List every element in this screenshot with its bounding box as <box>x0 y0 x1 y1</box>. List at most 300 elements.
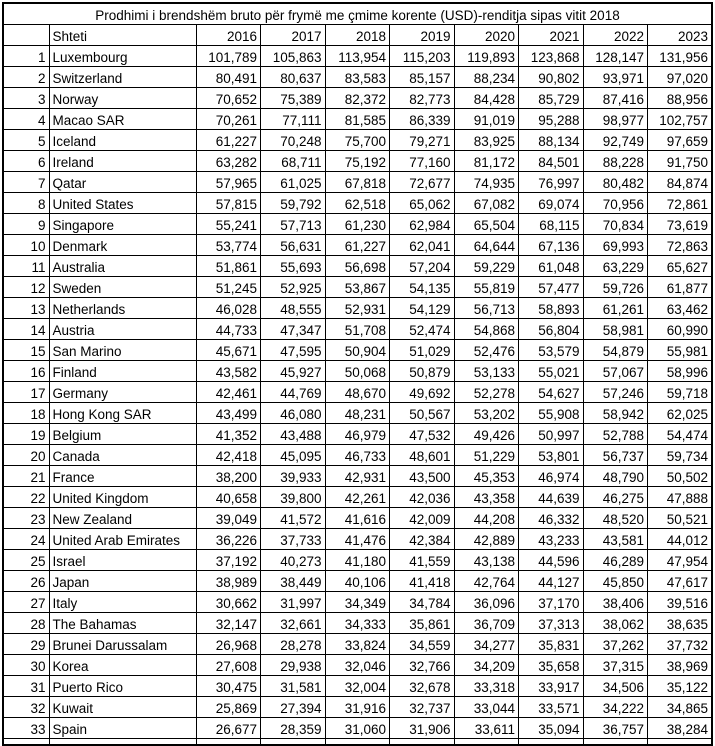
rank-cell: 3 <box>3 88 49 109</box>
value-cell: 34,333 <box>325 613 390 634</box>
year-column-header-2017: 2017 <box>261 25 326 46</box>
value-cell: 87,416 <box>583 88 648 109</box>
table-row <box>3 571 712 592</box>
value-cell: 42,009 <box>390 508 455 529</box>
country-cell: Switzerland <box>49 67 196 88</box>
value-cell: 47,595 <box>261 340 326 361</box>
value-cell: 45,927 <box>261 361 326 382</box>
value-cell: 97,020 <box>648 67 713 88</box>
value-cell: 51,861 <box>196 256 261 277</box>
table-row <box>3 466 712 487</box>
value-cell: 38,989 <box>196 571 261 592</box>
value-cell: 57,067 <box>583 361 648 382</box>
value-cell: 65,062 <box>390 193 455 214</box>
value-cell: 53,579 <box>519 340 584 361</box>
value-cell: 37,315 <box>583 655 648 676</box>
value-cell: 46,974 <box>519 466 584 487</box>
value-cell: 34,349 <box>325 592 390 613</box>
value-cell: 75,389 <box>261 88 326 109</box>
value-cell: 32,046 <box>325 655 390 676</box>
value-cell: 41,418 <box>390 571 455 592</box>
table-row <box>3 676 712 697</box>
value-cell: 41,616 <box>325 508 390 529</box>
value-cell: 45,095 <box>261 445 326 466</box>
table-row <box>3 109 712 130</box>
country-column-header: Shteti <box>49 25 196 46</box>
country-cell: United Kingdom <box>49 487 196 508</box>
value-cell: 72,861 <box>648 193 713 214</box>
value-cell: 41,352 <box>196 424 261 445</box>
value-cell: 34,784 <box>390 592 455 613</box>
value-cell: 62,518 <box>325 193 390 214</box>
value-cell: 70,652 <box>196 88 261 109</box>
value-cell: 48,231 <box>325 403 390 424</box>
value-cell: 31,581 <box>261 676 326 697</box>
value-cell: 34,277 <box>454 634 519 655</box>
country-cell: Kuwait <box>49 697 196 718</box>
value-cell: 36,096 <box>454 592 519 613</box>
value-cell: 97,659 <box>648 130 713 151</box>
value-cell: 52,278 <box>454 382 519 403</box>
value-cell: 38,406 <box>583 592 648 613</box>
rank-cell: 13 <box>3 298 49 319</box>
value-cell: 47,532 <box>390 424 455 445</box>
value-cell: 42,889 <box>454 529 519 550</box>
value-cell: 38,200 <box>196 466 261 487</box>
value-cell: 36,709 <box>454 613 519 634</box>
value-cell: 38,062 <box>583 613 648 634</box>
value-cell: 46,275 <box>583 487 648 508</box>
table-row <box>3 445 712 466</box>
value-cell: 48,601 <box>390 445 455 466</box>
value-cell: 60,990 <box>648 319 713 340</box>
value-cell: 75,192 <box>325 151 390 172</box>
country-cell: Singapore <box>49 214 196 235</box>
empty-cell <box>583 739 648 746</box>
year-column-header-2021: 2021 <box>519 25 584 46</box>
value-cell: 33,571 <box>519 697 584 718</box>
value-cell: 44,127 <box>519 571 584 592</box>
value-cell: 39,049 <box>196 508 261 529</box>
empty-cell <box>390 739 455 746</box>
value-cell: 53,202 <box>454 403 519 424</box>
value-cell: 55,241 <box>196 214 261 235</box>
value-cell: 57,204 <box>390 256 455 277</box>
value-cell: 54,474 <box>648 424 713 445</box>
table-row <box>3 697 712 718</box>
value-cell: 42,036 <box>390 487 455 508</box>
value-cell: 61,261 <box>583 298 648 319</box>
rank-cell: 14 <box>3 319 49 340</box>
rank-cell: 31 <box>3 676 49 697</box>
table-row <box>3 256 712 277</box>
rank-cell: 5 <box>3 130 49 151</box>
table-row <box>3 298 712 319</box>
table-row <box>3 529 712 550</box>
country-cell: Luxembourg <box>49 46 196 67</box>
year-column-header-2022: 2022 <box>583 25 648 46</box>
value-cell: 53,774 <box>196 235 261 256</box>
value-cell: 79,271 <box>390 130 455 151</box>
value-cell: 43,499 <box>196 403 261 424</box>
value-cell: 43,581 <box>583 529 648 550</box>
rank-cell: 28 <box>3 613 49 634</box>
value-cell: 92,749 <box>583 130 648 151</box>
value-cell: 52,925 <box>261 277 326 298</box>
value-cell: 47,888 <box>648 487 713 508</box>
value-cell: 42,764 <box>454 571 519 592</box>
value-cell: 91,019 <box>454 109 519 130</box>
country-cell: Brunei Darussalam <box>49 634 196 655</box>
value-cell: 50,502 <box>648 466 713 487</box>
value-cell: 55,693 <box>261 256 326 277</box>
value-cell: 90,802 <box>519 67 584 88</box>
country-cell: Belgium <box>49 424 196 445</box>
value-cell: 95,288 <box>519 109 584 130</box>
value-cell: 32,004 <box>325 676 390 697</box>
rank-cell: 9 <box>3 214 49 235</box>
value-cell: 101,789 <box>196 46 261 67</box>
value-cell: 35,658 <box>519 655 584 676</box>
value-cell: 31,916 <box>325 697 390 718</box>
value-cell: 38,635 <box>648 613 713 634</box>
year-column-header-2018: 2018 <box>325 25 390 46</box>
value-cell: 84,428 <box>454 88 519 109</box>
value-cell: 57,713 <box>261 214 326 235</box>
value-cell: 98,977 <box>583 109 648 130</box>
value-cell: 56,713 <box>454 298 519 319</box>
empty-cell <box>325 739 390 746</box>
value-cell: 43,138 <box>454 550 519 571</box>
value-cell: 31,060 <box>325 718 390 739</box>
value-cell: 85,729 <box>519 88 584 109</box>
value-cell: 47,954 <box>648 550 713 571</box>
value-cell: 88,956 <box>648 88 713 109</box>
value-cell: 84,501 <box>519 151 584 172</box>
value-cell: 77,111 <box>261 109 326 130</box>
country-cell: Netherlands <box>49 298 196 319</box>
value-cell: 81,172 <box>454 151 519 172</box>
value-cell: 115,203 <box>390 46 455 67</box>
value-cell: 82,372 <box>325 88 390 109</box>
value-cell: 37,733 <box>261 529 326 550</box>
value-cell: 33,044 <box>454 697 519 718</box>
table-row <box>3 613 712 634</box>
table-row <box>3 550 712 571</box>
empty-cell <box>261 739 326 746</box>
value-cell: 32,147 <box>196 613 261 634</box>
partial-row <box>3 739 712 746</box>
country-cell: New Zealand <box>49 508 196 529</box>
value-cell: 37,313 <box>519 613 584 634</box>
value-cell: 45,850 <box>583 571 648 592</box>
rank-cell: 16 <box>3 361 49 382</box>
empty-cell <box>648 739 713 746</box>
value-cell: 55,908 <box>519 403 584 424</box>
value-cell: 52,476 <box>454 340 519 361</box>
rank-cell: 1 <box>3 46 49 67</box>
value-cell: 61,227 <box>196 130 261 151</box>
value-cell: 57,965 <box>196 172 261 193</box>
value-cell: 73,619 <box>648 214 713 235</box>
value-cell: 28,278 <box>261 634 326 655</box>
value-cell: 43,233 <box>519 529 584 550</box>
table-row <box>3 508 712 529</box>
value-cell: 56,698 <box>325 256 390 277</box>
rank-cell: 32 <box>3 697 49 718</box>
value-cell: 42,384 <box>390 529 455 550</box>
title-row <box>3 3 712 25</box>
country-cell: Macao SAR <box>49 109 196 130</box>
value-cell: 49,692 <box>390 382 455 403</box>
rank-cell: 22 <box>3 487 49 508</box>
column-header-row <box>3 25 712 46</box>
year-column-header-2019: 2019 <box>390 25 455 46</box>
value-cell: 80,491 <box>196 67 261 88</box>
value-cell: 34,506 <box>583 676 648 697</box>
value-cell: 81,585 <box>325 109 390 130</box>
value-cell: 31,997 <box>261 592 326 613</box>
country-cell: Iceland <box>49 130 196 151</box>
value-cell: 32,766 <box>390 655 455 676</box>
empty-cell <box>196 739 261 746</box>
value-cell: 54,129 <box>390 298 455 319</box>
value-cell: 70,834 <box>583 214 648 235</box>
value-cell: 55,981 <box>648 340 713 361</box>
value-cell: 34,222 <box>583 697 648 718</box>
value-cell: 45,671 <box>196 340 261 361</box>
value-cell: 58,942 <box>583 403 648 424</box>
value-cell: 67,136 <box>519 235 584 256</box>
value-cell: 83,583 <box>325 67 390 88</box>
value-cell: 51,229 <box>454 445 519 466</box>
rank-cell: 21 <box>3 466 49 487</box>
value-cell: 44,012 <box>648 529 713 550</box>
value-cell: 37,170 <box>519 592 584 613</box>
table-row <box>3 67 712 88</box>
value-cell: 102,757 <box>648 109 713 130</box>
rank-cell: 2 <box>3 67 49 88</box>
table-row <box>3 382 712 403</box>
value-cell: 65,627 <box>648 256 713 277</box>
value-cell: 43,358 <box>454 487 519 508</box>
country-cell: Japan <box>49 571 196 592</box>
country-cell: United Arab Emirates <box>49 529 196 550</box>
rank-cell: 20 <box>3 445 49 466</box>
country-cell: Norway <box>49 88 196 109</box>
value-cell: 48,670 <box>325 382 390 403</box>
value-cell: 59,229 <box>454 256 519 277</box>
value-cell: 85,157 <box>390 67 455 88</box>
value-cell: 52,788 <box>583 424 648 445</box>
table-row <box>3 340 712 361</box>
value-cell: 67,818 <box>325 172 390 193</box>
value-cell: 41,572 <box>261 508 326 529</box>
value-cell: 88,134 <box>519 130 584 151</box>
value-cell: 37,262 <box>583 634 648 655</box>
table-row <box>3 277 712 298</box>
value-cell: 38,284 <box>648 718 713 739</box>
value-cell: 42,418 <box>196 445 261 466</box>
empty-cell <box>454 739 519 746</box>
table-row <box>3 403 712 424</box>
value-cell: 30,475 <box>196 676 261 697</box>
value-cell: 61,048 <box>519 256 584 277</box>
country-cell: Spain <box>49 718 196 739</box>
value-cell: 46,332 <box>519 508 584 529</box>
rank-cell: 26 <box>3 571 49 592</box>
country-cell: Canada <box>49 445 196 466</box>
value-cell: 50,068 <box>325 361 390 382</box>
value-cell: 54,879 <box>583 340 648 361</box>
value-cell: 48,555 <box>261 298 326 319</box>
rank-cell: 15 <box>3 340 49 361</box>
value-cell: 30,662 <box>196 592 261 613</box>
value-cell: 34,209 <box>454 655 519 676</box>
country-cell: Israel <box>49 550 196 571</box>
value-cell: 61,227 <box>325 235 390 256</box>
value-cell: 49,426 <box>454 424 519 445</box>
value-cell: 28,359 <box>261 718 326 739</box>
table-row <box>3 46 712 67</box>
year-column-header-2020: 2020 <box>454 25 519 46</box>
value-cell: 39,800 <box>261 487 326 508</box>
value-cell: 43,488 <box>261 424 326 445</box>
value-cell: 27,394 <box>261 697 326 718</box>
value-cell: 46,028 <box>196 298 261 319</box>
value-cell: 50,997 <box>519 424 584 445</box>
value-cell: 46,979 <box>325 424 390 445</box>
value-cell: 43,500 <box>390 466 455 487</box>
rank-cell: 27 <box>3 592 49 613</box>
rank-cell: 29 <box>3 634 49 655</box>
value-cell: 57,815 <box>196 193 261 214</box>
value-cell: 37,192 <box>196 550 261 571</box>
value-cell: 54,627 <box>519 382 584 403</box>
value-cell: 33,824 <box>325 634 390 655</box>
value-cell: 38,449 <box>261 571 326 592</box>
value-cell: 47,347 <box>261 319 326 340</box>
value-cell: 56,804 <box>519 319 584 340</box>
value-cell: 53,801 <box>519 445 584 466</box>
value-cell: 41,180 <box>325 550 390 571</box>
value-cell: 42,931 <box>325 466 390 487</box>
value-cell: 59,718 <box>648 382 713 403</box>
country-cell: The Bahamas <box>49 613 196 634</box>
value-cell: 29,938 <box>261 655 326 676</box>
value-cell: 53,867 <box>325 277 390 298</box>
value-cell: 105,863 <box>261 46 326 67</box>
value-cell: 54,868 <box>454 319 519 340</box>
value-cell: 74,935 <box>454 172 519 193</box>
value-cell: 72,863 <box>648 235 713 256</box>
value-cell: 59,726 <box>583 277 648 298</box>
value-cell: 40,658 <box>196 487 261 508</box>
value-cell: 64,644 <box>454 235 519 256</box>
country-cell: United States <box>49 193 196 214</box>
value-cell: 39,933 <box>261 466 326 487</box>
value-cell: 59,734 <box>648 445 713 466</box>
value-cell: 67,082 <box>454 193 519 214</box>
country-cell: Australia <box>49 256 196 277</box>
table-row <box>3 424 712 445</box>
value-cell: 46,080 <box>261 403 326 424</box>
value-cell: 48,790 <box>583 466 648 487</box>
value-cell: 44,208 <box>454 508 519 529</box>
value-cell: 69,074 <box>519 193 584 214</box>
table-row <box>3 634 712 655</box>
value-cell: 39,516 <box>648 592 713 613</box>
value-cell: 63,229 <box>583 256 648 277</box>
value-cell: 40,106 <box>325 571 390 592</box>
value-cell: 69,993 <box>583 235 648 256</box>
value-cell: 51,708 <box>325 319 390 340</box>
value-cell: 58,893 <box>519 298 584 319</box>
value-cell: 25,869 <box>196 697 261 718</box>
value-cell: 44,733 <box>196 319 261 340</box>
value-cell: 33,318 <box>454 676 519 697</box>
value-cell: 34,865 <box>648 697 713 718</box>
value-cell: 36,226 <box>196 529 261 550</box>
value-cell: 56,631 <box>261 235 326 256</box>
value-cell: 61,877 <box>648 277 713 298</box>
value-cell: 70,248 <box>261 130 326 151</box>
value-cell: 44,639 <box>519 487 584 508</box>
value-cell: 32,737 <box>390 697 455 718</box>
country-cell: Austria <box>49 319 196 340</box>
value-cell: 55,819 <box>454 277 519 298</box>
value-cell: 93,971 <box>583 67 648 88</box>
table-row <box>3 172 712 193</box>
value-cell: 35,861 <box>390 613 455 634</box>
value-cell: 119,893 <box>454 46 519 67</box>
empty-cell <box>49 739 196 746</box>
value-cell: 31,906 <box>390 718 455 739</box>
value-cell: 53,133 <box>454 361 519 382</box>
value-cell: 46,733 <box>325 445 390 466</box>
value-cell: 33,611 <box>454 718 519 739</box>
country-cell: Ireland <box>49 151 196 172</box>
value-cell: 86,339 <box>390 109 455 130</box>
value-cell: 68,711 <box>261 151 326 172</box>
value-cell: 40,273 <box>261 550 326 571</box>
rank-cell: 4 <box>3 109 49 130</box>
value-cell: 41,559 <box>390 550 455 571</box>
value-cell: 56,737 <box>583 445 648 466</box>
value-cell: 58,996 <box>648 361 713 382</box>
table-title: Prodhimi i brendshëm bruto për frymë me çmime korente (USD)-renditja sipas vitit 2018 <box>3 3 712 25</box>
empty-cell <box>519 739 584 746</box>
country-cell: Sweden <box>49 277 196 298</box>
value-cell: 42,461 <box>196 382 261 403</box>
table-row <box>3 193 712 214</box>
country-cell: Korea <box>49 655 196 676</box>
value-cell: 88,234 <box>454 67 519 88</box>
value-cell: 50,567 <box>390 403 455 424</box>
value-cell: 37,732 <box>648 634 713 655</box>
rank-cell: 10 <box>3 235 49 256</box>
country-cell: Hong Kong SAR <box>49 403 196 424</box>
rank-cell: 25 <box>3 550 49 571</box>
value-cell: 63,462 <box>648 298 713 319</box>
empty-cell <box>3 739 49 746</box>
country-cell: Germany <box>49 382 196 403</box>
country-cell: Italy <box>49 592 196 613</box>
value-cell: 75,700 <box>325 130 390 151</box>
value-cell: 35,122 <box>648 676 713 697</box>
table-row <box>3 592 712 613</box>
value-cell: 70,261 <box>196 109 261 130</box>
